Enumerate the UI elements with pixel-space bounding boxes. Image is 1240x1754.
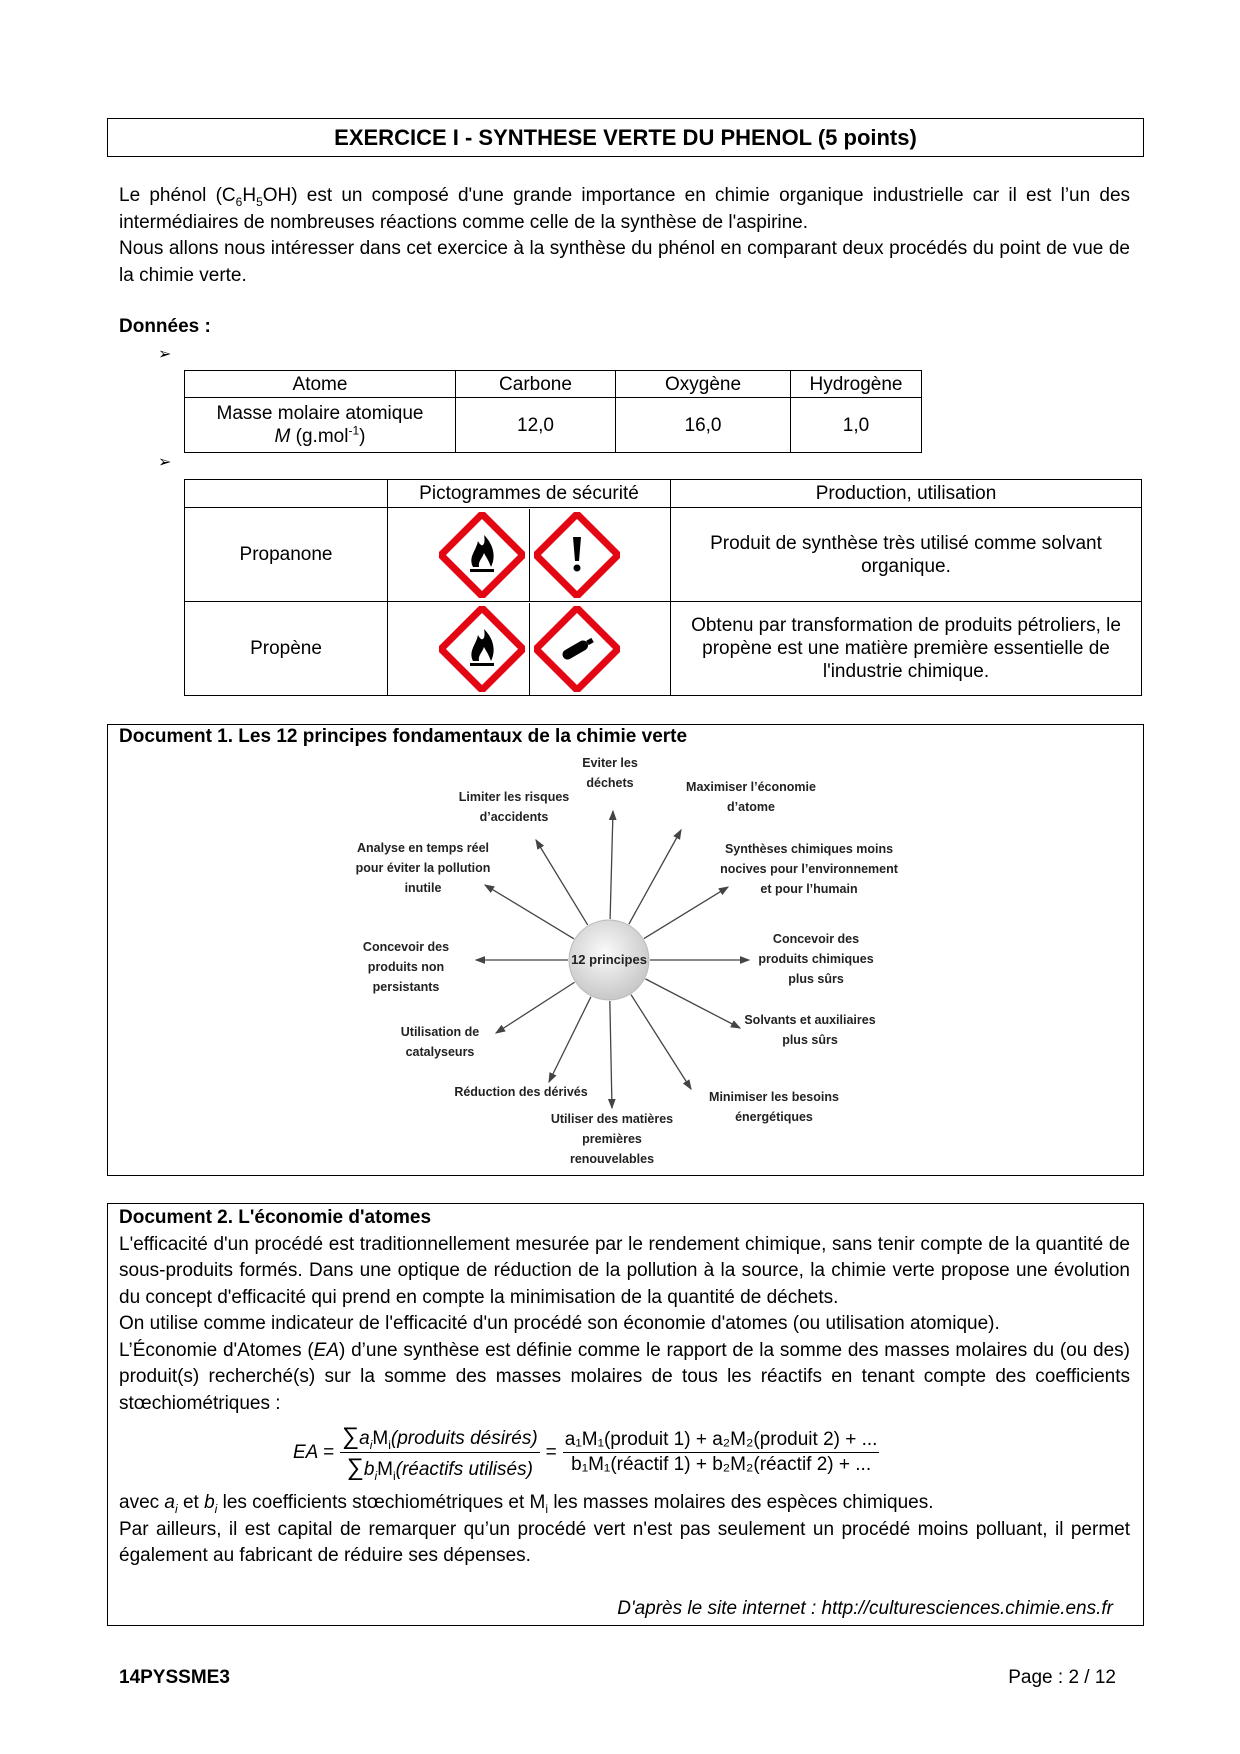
principle-label-line: produits non xyxy=(367,960,445,974)
arrow xyxy=(496,982,575,1033)
principle-label xyxy=(686,777,816,817)
principle-label xyxy=(582,753,638,793)
document-2-content-end xyxy=(119,1490,1130,1570)
principle-label xyxy=(744,1010,875,1050)
formula-lhs: EA = xyxy=(293,1441,335,1463)
f: i xyxy=(374,1468,378,1483)
principle-label-line: Eviter les xyxy=(582,756,638,770)
principle-label-line: et pour l’humain xyxy=(760,882,858,896)
f: i xyxy=(392,1468,396,1483)
principle-label-line: Synthèses chimiques moins xyxy=(724,842,894,856)
principle-label-line: produits chimiques xyxy=(758,952,874,966)
atom-economy-formula xyxy=(293,1423,879,1482)
arrow xyxy=(485,885,574,939)
intro-text: H xyxy=(242,185,257,206)
principle-label-line: Utilisation de xyxy=(400,1025,480,1039)
f: a₁M₁(produit 1) + a₂M₂(produit 2) + ... xyxy=(563,1429,880,1453)
principle-label xyxy=(454,1082,587,1102)
table-cell: 1,0 xyxy=(791,398,922,453)
arrow xyxy=(631,995,691,1089)
table-header: Hydrogène xyxy=(791,371,922,398)
table-cell: 16,0 xyxy=(616,398,791,453)
usage-text: Obtenu par transformation de produits pétroliers, le propène est une matière première essentielle de l'industrie chimique. xyxy=(671,602,1142,696)
table-cell: 12,0 xyxy=(456,398,616,453)
doc2-paragraph xyxy=(119,1490,1130,1517)
principle-label xyxy=(401,1022,479,1062)
text: L’Économie d'Atomes ( xyxy=(119,1339,314,1361)
principle-label-line: Concevoir des xyxy=(362,940,450,954)
doc2-paragraph: Par ailleurs, il est capital de remarquer qu’un procédé vert n'est pas seulement un procédé moins polluant, il permet également au fabricant de réduire ses dépenses. xyxy=(119,1518,1130,1566)
principle-label xyxy=(363,937,449,997)
row-label-line: Masse molaire atomique xyxy=(216,403,424,424)
principle-label-line: Solvants et auxiliaires xyxy=(744,1013,876,1027)
f: b xyxy=(363,1459,375,1480)
principle-label xyxy=(720,839,898,899)
t: et xyxy=(177,1492,205,1513)
footer-page: Page : 2 / 12 xyxy=(1008,1667,1116,1688)
principle-label-line: d’atome xyxy=(727,800,775,814)
principle-label-line: persistants xyxy=(372,980,440,994)
bullet-arrow-icon: ➢ xyxy=(158,454,172,471)
arrow xyxy=(610,811,613,919)
donnees-label: Données : xyxy=(119,316,211,337)
subscript: 5 xyxy=(256,194,263,209)
unit-close: ) xyxy=(359,426,366,447)
table-header: Pictogrammes de sécurité xyxy=(388,480,671,508)
principle-label xyxy=(709,1087,839,1127)
arrow xyxy=(610,1001,612,1108)
text: EA xyxy=(313,1339,340,1361)
intro-paragraph-2: Nous allons nous intéresser dans cet exercice à la synthèse du phénol en comparant deux procédés du point de vue de la chimie verte. xyxy=(119,238,1130,286)
symbol-m: M xyxy=(274,426,291,447)
principle-label-line: Réduction des dérivés xyxy=(454,1085,588,1099)
table-header: Atome xyxy=(185,371,456,398)
doc2-paragraph: On utilise comme indicateur de l'efficacité d'un procédé son économie d'atomes (ou utilisation atomique). xyxy=(119,1313,1000,1334)
formula-fraction-2 xyxy=(563,1429,880,1476)
principle-label-line: d’accidents xyxy=(479,810,549,824)
principle-label-line: Minimiser les besoins xyxy=(709,1090,839,1104)
formula-equals: = xyxy=(545,1441,557,1463)
text: ) d’une synthèse est définie comme le rapport de la somme des masses molaires du (ou des) produit(s) recherché(s) sur la somme des masses molaires de tous les réactifs en tenant compte des coefficients stœchiométriques : xyxy=(119,1339,1130,1414)
table-header: Production, utilisation xyxy=(671,480,1142,508)
formula-fraction-1: $\frac{\sum a_iM_i(produits désirés)}{\sum b_iM_i(réactifs utilisés)}$ xyxy=(342,1423,538,1483)
principle-label-line: inutile xyxy=(404,881,442,895)
table-header: Carbone xyxy=(456,371,616,398)
intro-text: OH) est un composé d'une grande importance en chimie organique industrielle car il est l’un des intermédiaires de nombreuses réactions comme celle de la synthèse de l'aspirine. xyxy=(119,185,1131,233)
table-header: Oxygène xyxy=(616,371,791,398)
principle-label-line: Utiliser des matières xyxy=(550,1112,674,1126)
doc2-paragraph: L'efficacité d'un procédé est traditionnellement mesurée par le rendement chimique, sans tenir compte de la quantité de sous-produits formés. Dans une optique de réduction de la pollution à la source, la chimie verte propose une évolution du concept d'efficacité qui prend en compte la minimisation de la quantité de déchets. xyxy=(119,1233,1130,1308)
arrow xyxy=(629,830,681,924)
t: avec xyxy=(119,1492,165,1513)
doc2-paragraph xyxy=(119,1338,1130,1418)
principle-label-line: Concevoir des xyxy=(772,932,860,946)
f: i xyxy=(369,1437,373,1452)
principle-label-line: énergétiques xyxy=(735,1110,813,1124)
principle-label-line: plus sûrs xyxy=(788,972,844,986)
principle-label-line: nocives pour l’environnement xyxy=(720,862,898,876)
arrow xyxy=(644,887,728,939)
arrow xyxy=(645,979,740,1028)
principle-label-line: catalyseurs xyxy=(405,1045,475,1059)
t: les coefficients stœchiométriques et M xyxy=(217,1492,546,1513)
f: (produits désirés) xyxy=(390,1428,538,1449)
principle-label xyxy=(459,787,569,827)
intro-text: Le phénol (C xyxy=(119,185,236,206)
exponent: -1 xyxy=(348,423,360,438)
arrow xyxy=(549,997,591,1082)
f: b₁M₁(réactif 1) + b₂M₂(réactif 2) + ... xyxy=(571,1454,872,1475)
t: les masses molaires des espèces chimiques. xyxy=(548,1492,934,1513)
document-1-title: Document 1. Les 12 principes fondamentaux de la chimie verte xyxy=(119,726,688,747)
principle-label-line: renouvelables xyxy=(569,1152,655,1166)
f: M xyxy=(372,1428,389,1449)
t: i xyxy=(545,1501,549,1516)
center-label: 12 principes xyxy=(571,952,647,967)
principle-label xyxy=(551,1109,673,1169)
t: a xyxy=(164,1492,175,1513)
substance-name: Propanone xyxy=(185,508,388,602)
document-2-content xyxy=(119,1205,1130,1417)
principle-label xyxy=(758,929,873,989)
bullet-arrow-icon: ➢ xyxy=(158,346,172,363)
document-2-title: Document 2. L'économie d'atomes xyxy=(119,1207,432,1228)
substance-name: Propène xyxy=(185,602,388,696)
principle-label-line: plus sûrs xyxy=(782,1033,838,1047)
arrow xyxy=(536,840,588,925)
t: i xyxy=(214,1501,218,1516)
principle-label xyxy=(356,838,491,898)
usage-text: Produit de synthèse très utilisé comme solvant organique. xyxy=(671,508,1142,602)
source-citation: D'après le site internet : http://culturesciences.chimie.ens.fr xyxy=(617,1598,1113,1619)
unit: (g.mol xyxy=(290,426,349,447)
principle-label-line: Maximiser l’économie xyxy=(686,780,816,794)
t: i xyxy=(175,1501,178,1516)
principle-label-line: pour éviter la pollution xyxy=(355,861,491,875)
exercise-title: EXERCICE I - SYNTHESE VERTE DU PHENOL (5 points) xyxy=(107,118,1144,157)
subscript: 6 xyxy=(235,194,243,209)
f: M xyxy=(377,1459,393,1480)
principle-label-line: Analyse en temps réel xyxy=(356,841,490,855)
t: b xyxy=(204,1492,215,1513)
principle-label-line: premières xyxy=(582,1132,642,1146)
f: a xyxy=(359,1428,370,1449)
f: i xyxy=(388,1437,391,1452)
principle-label-line: Limiter les risques xyxy=(458,790,570,804)
footer-code: 14PYSSME3 xyxy=(119,1667,230,1688)
f: (réactifs utilisés) xyxy=(395,1459,533,1480)
principle-label-line: déchets xyxy=(586,776,634,790)
